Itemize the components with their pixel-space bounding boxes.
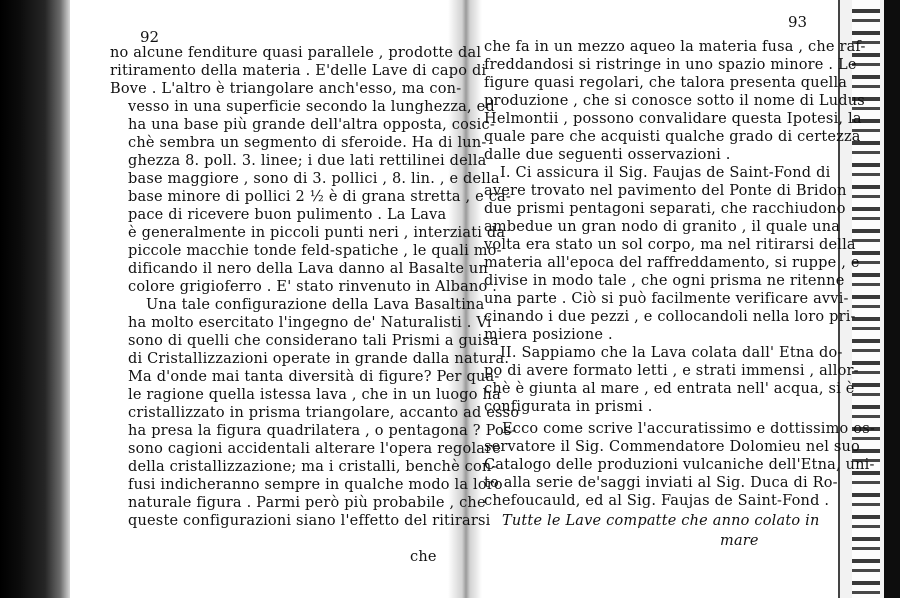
text-line: ha molto esercitato l'ingegno de' Naturalisti . Vi <box>128 315 492 331</box>
text-line: che fa in un mezzo aqueo la materia fusa , che raf- <box>484 39 866 55</box>
catchword: mare <box>720 533 759 549</box>
text-line: freddandosi si ristringe in uno spazio minore . Le <box>484 57 857 73</box>
text-line: po di avere formato letti , e strati immensi , allor- <box>484 363 859 379</box>
text-line: produzione , che si conosce sotto il nome di Ludus <box>484 93 865 109</box>
text-line: chefoucauld, ed al Sig. Faujas de Saint-Fond . <box>484 493 830 509</box>
text-line: le ragione quella istessa lava , che in un luogo ha <box>128 387 501 403</box>
text-line: materia all'epoca del raffreddamento, si ruppe , e <box>484 255 860 271</box>
text-line: fusi indicheranno sempre in qualche modo la loro <box>128 477 503 493</box>
text-line: figure quasi regolari, che talora presenta quella <box>484 75 848 91</box>
text-line: miera posizione . <box>484 327 613 343</box>
text-line: naturale figura . Parmi però più probabile , che <box>128 495 486 511</box>
text-line: chè sembra un segmento di sferoide. Ha di lun- <box>128 135 487 151</box>
text-line: volta era stato un sol corpo, ma nel ritirarsi della <box>484 237 856 253</box>
text-line: della cristallizzazione; ma i cristalli, benchè con- <box>128 459 497 475</box>
text-line: servatore il Sig. Commendatore Dolomieu nel suo <box>484 439 860 455</box>
text-line: Catalogo delle produzioni vulcaniche dell'Etna, uni- <box>484 457 875 473</box>
edge-strip <box>884 0 900 598</box>
text-line: due prismi pentagoni separati, che racchiudono <box>484 201 846 217</box>
text-line: to alla serie de'saggi inviati al Sig. Duca di Ro- <box>484 475 838 491</box>
catchword: che <box>410 549 437 565</box>
text-line: dalle due seguenti osservazioni . <box>484 147 731 163</box>
text-line: pace di ricevere buon pulimento . La Lava <box>128 207 447 223</box>
text-line: Ecco come scrive l'accuratissimo e dottissimo os- <box>502 421 875 437</box>
text-line: una parte . Ciò si può facilmente verificare avvi- <box>484 291 849 307</box>
edge-pattern <box>852 0 880 598</box>
text-line: Bove . L'altro è triangolare anch'esso, ma con- <box>110 81 462 97</box>
text-line: dificando il nero della Lava danno al Basalte un <box>128 261 488 277</box>
text-line: I. Ci assicura il Sig. Faujas de Saint-Fond di <box>500 165 831 181</box>
text-line: ghezza 8. poll. 3. linee; i due lati rettilinei della <box>128 153 487 169</box>
text-line: no alcune fenditure quasi parallele , prodotte dal <box>110 45 482 61</box>
text-line-italic: Tutte le Lave compatte che anno colato in <box>502 513 820 529</box>
text-line: di Cristallizzazioni operate in grande dalla natura. <box>128 351 510 367</box>
text-line: ha presa la figura quadrilatera , o pentagona ? Pos- <box>128 423 517 439</box>
text-line: colore grigioferro . E' stato rinvenuto in Albano . <box>128 279 498 295</box>
text-line: ha una base più grande dell'altra opposta, cosic- <box>128 117 495 133</box>
text-line: ambedue un gran nodo di granito , il quale una <box>484 219 841 235</box>
text-line: queste configurazioni siano l'effetto del ritirarsi <box>128 513 491 529</box>
text-line: vesso in una superficie secondo la lunghezza, ed <box>128 99 495 115</box>
binding-shadow <box>0 0 70 598</box>
text-line: base minore di pollici 2 ½ è di grana stretta , e ca- <box>128 189 511 205</box>
text-line: II. Sappiamo che la Lava colata dall' Etna do- <box>500 345 843 361</box>
text-line: quale pare che acquisti qualche grado di certezza <box>484 129 861 145</box>
text-line: chè è giunta al mare , ed entrata nell' acqua, si è <box>484 381 855 397</box>
text-line: cristallizzato in prisma triangolare, accanto ad esso <box>128 405 520 421</box>
text-line: divise in modo tale , che ogni prisma ne ritenne <box>484 273 845 289</box>
text-line: Helmontii , possono convalidare questa Ipotesi, la <box>484 111 862 127</box>
text-line: Una tale configurazione della Lava Basaltina <box>146 297 485 313</box>
text-line: Ma d'onde mai tanta diversità di figure? Per qua- <box>128 369 500 385</box>
text-line: configurata in prismi . <box>484 399 653 415</box>
text-line: è generalmente in piccoli punti neri , interziati da <box>128 225 506 241</box>
text-line: avere trovato nel pavimento del Ponte di Bridon <box>484 183 847 199</box>
text-line: cinando i due pezzi , e collocandoli nella loro pri- <box>484 309 856 325</box>
text-line: ritiramento della materia . E'delle Lave di capo di <box>110 63 487 79</box>
text-line: base maggiore , sono di 3. pollici , 8. lin. , e della <box>128 171 500 187</box>
page-number-left: 92 <box>140 28 160 46</box>
text-line: piccole macchie tonde feld-spatiche , le quali mo- <box>128 243 502 259</box>
text-line: sono cagioni accidentali alterare l'opera regolare <box>128 441 502 457</box>
text-line: sono di quelli che considerano tali Prismi a guisa <box>128 333 499 349</box>
page-number-right: 93 <box>788 13 808 31</box>
